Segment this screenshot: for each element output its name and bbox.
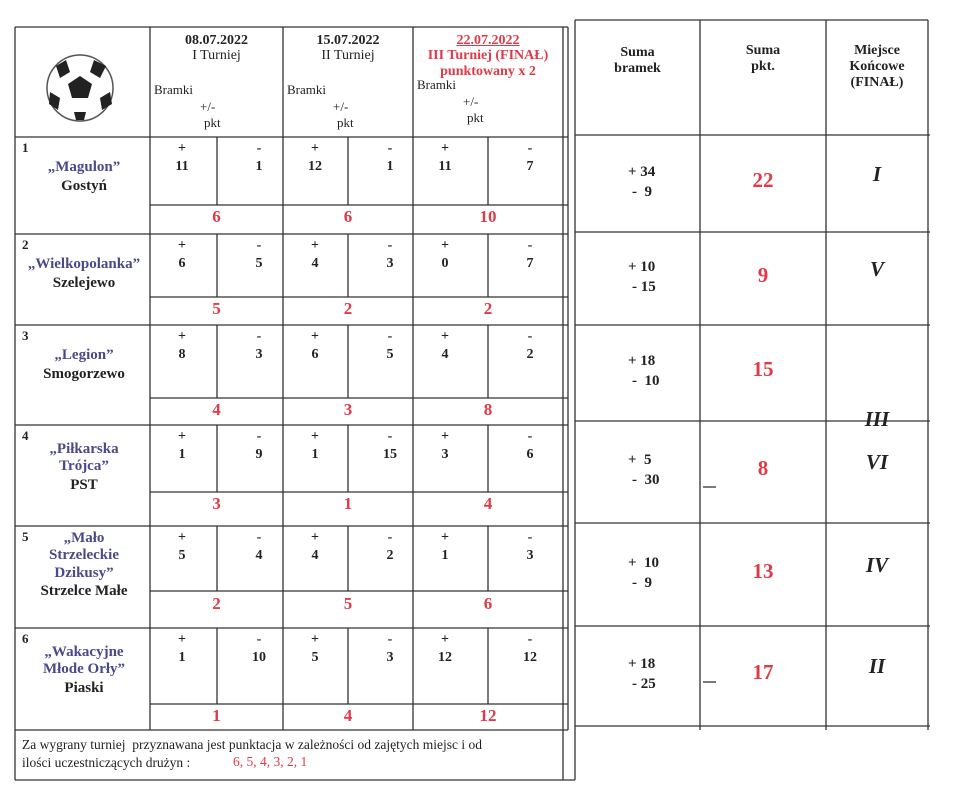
goals-conceded: 10: [252, 650, 266, 665]
sum-goals-minus: - 9: [632, 183, 652, 200]
minus-sign: -: [387, 632, 393, 647]
sum-goals-plus: + 10: [628, 554, 660, 571]
tournament-points: 10: [479, 207, 497, 226]
tournament-points: 6: [343, 207, 353, 226]
total-points: 9: [757, 262, 769, 287]
goals-scored: 11: [438, 159, 452, 174]
minus-sign: -: [256, 141, 262, 156]
tournament-points: 4: [483, 494, 493, 513]
goals-conceded: 9: [255, 447, 263, 462]
team-town: Szelejewo: [52, 275, 116, 291]
final-place: V: [869, 256, 884, 281]
team-town: Piaski: [64, 680, 104, 696]
tournament-date: 15.07.2022: [316, 33, 380, 48]
goals-conceded: 7: [526, 256, 534, 271]
pkt-label: pkt: [467, 110, 484, 125]
sum-goals-minus: - 25: [632, 676, 656, 692]
bramki-label: Bramki: [154, 82, 193, 97]
plusminus-label: +/-: [200, 99, 216, 114]
pkt-label: pkt: [204, 115, 221, 130]
team-town: Strzelce Małe: [40, 583, 128, 599]
tournament-name: III Turniej (FINAŁ): [427, 48, 549, 63]
minus-sign: -: [256, 429, 262, 444]
final-place: VI: [865, 450, 889, 474]
goals-conceded: 12: [523, 650, 537, 665]
final-place: IV: [865, 552, 889, 577]
total-points: 22: [752, 167, 774, 192]
minus-sign: -: [387, 429, 393, 444]
sum-goals-minus: - 10: [632, 373, 660, 389]
team-number: 3: [22, 328, 29, 343]
goals-scored: 1: [441, 548, 449, 563]
team-number: 4: [22, 428, 29, 443]
plus-sign: +: [441, 632, 449, 647]
minus-sign: -: [527, 429, 533, 444]
plus-sign: +: [311, 530, 319, 545]
tournament-points: 2: [343, 299, 353, 318]
goals-conceded: 5: [386, 347, 394, 362]
minus-sign: -: [256, 329, 262, 344]
tournament-points: 3: [343, 400, 353, 419]
plus-sign: +: [441, 429, 449, 444]
goals-scored: 1: [178, 447, 186, 462]
tournament-points: 2: [483, 299, 493, 318]
goals-scored: 12: [438, 650, 452, 665]
sum-goals-minus: - 15: [632, 278, 656, 295]
team-number: 6: [22, 631, 29, 646]
plusminus-label: +/-: [333, 99, 349, 114]
tournament-name: II Turniej: [321, 48, 375, 63]
minus-sign: -: [387, 329, 393, 344]
minus-sign: -: [387, 238, 393, 253]
tournament-points: 6: [483, 594, 493, 613]
goals-conceded: 6: [526, 447, 534, 462]
goals-scored: 4: [441, 347, 449, 362]
tournament-points: 4: [212, 400, 221, 419]
bramki-label: Bramki: [417, 77, 456, 92]
goals-scored: 12: [308, 159, 322, 174]
goals-scored: 0: [441, 256, 449, 271]
goals-scored: 8: [178, 347, 186, 362]
plus-sign: +: [178, 530, 186, 545]
sum-goals-plus: + 5: [628, 452, 652, 468]
tournament-points: 6: [212, 207, 221, 226]
tournament-points: 1: [212, 706, 221, 725]
plus-sign: +: [311, 141, 319, 156]
team-town: Gostyń: [61, 178, 107, 194]
team-town: Smogorzewo: [43, 366, 125, 382]
sum-goals-plus: + 18: [628, 656, 656, 672]
goals-conceded: 2: [526, 347, 534, 362]
team-name: „Wakacyjne Młode Orły”: [42, 644, 126, 678]
team-name: „Magulon”: [47, 159, 121, 175]
goals-conceded: 3: [255, 347, 263, 362]
team-name: „Wielkopolanka”: [27, 256, 141, 272]
tournament-date: 22.07.2022: [456, 33, 520, 48]
plusminus-label: +/-: [463, 94, 479, 109]
minus-sign: -: [256, 238, 262, 253]
plus-sign: +: [311, 329, 319, 344]
plus-sign: +: [311, 238, 319, 253]
goals-conceded: 3: [386, 256, 394, 271]
miejsce-header: Miejsce Końcowe (FINAŁ): [849, 43, 905, 91]
goals-conceded: 1: [386, 159, 394, 174]
bramki-label: Bramki: [287, 82, 326, 97]
scoring-note: Za wygrany turniej przyznawana jest punktacja w zależności od zajętych miejsc i od ilości uczestniczących drużyn :: [22, 737, 482, 770]
tournament-points: 3: [212, 494, 221, 513]
tournament-points: 5: [212, 299, 221, 318]
total-points: 17: [752, 660, 774, 684]
pkt-label: pkt: [337, 115, 354, 130]
minus-sign: -: [527, 329, 533, 344]
tournament-points: 12: [479, 706, 497, 725]
goals-scored: 11: [175, 159, 189, 174]
minus-sign: -: [256, 632, 262, 647]
total-points: 8: [757, 456, 769, 480]
plus-sign: +: [311, 632, 319, 647]
minus-sign: -: [387, 530, 393, 545]
tournament-points: 2: [212, 594, 221, 613]
final-place: I: [872, 161, 882, 186]
sum-goals-plus: + 34: [628, 163, 656, 180]
minus-sign: -: [527, 238, 533, 253]
team-town: PST: [70, 477, 98, 493]
suma-bramek-header: Suma bramek: [614, 45, 661, 77]
team-number: 2: [22, 237, 29, 252]
plus-sign: +: [311, 429, 319, 444]
plus-sign: +: [178, 238, 186, 253]
soccer-ball-icon: [47, 55, 113, 121]
team-name: „Mało Strzeleckie Dzikusy”: [49, 530, 119, 581]
goals-scored: 4: [311, 548, 319, 563]
goals-scored: 6: [311, 347, 319, 362]
team-number: 1: [22, 140, 29, 155]
tournament-note: punktowany x 2: [440, 64, 536, 79]
total-points: 13: [752, 558, 774, 583]
plus-sign: +: [441, 530, 449, 545]
tournament-points: 5: [343, 594, 353, 613]
minus-sign: -: [527, 141, 533, 156]
tournament-points: 4: [343, 706, 353, 725]
minus-sign: -: [387, 141, 393, 156]
plus-sign: +: [441, 238, 449, 253]
goals-conceded: 5: [255, 256, 263, 271]
goals-scored: 6: [178, 256, 186, 271]
tournament-points: 1: [343, 494, 353, 513]
tournament-name: I Turniej: [192, 48, 241, 63]
goals-conceded: 15: [383, 447, 397, 462]
goals-conceded: 2: [386, 548, 394, 563]
goals-scored: 1: [178, 650, 186, 665]
goals-conceded: 4: [255, 548, 263, 563]
plus-sign: +: [441, 141, 449, 156]
minus-sign: -: [256, 530, 262, 545]
sum-goals-minus: - 30: [632, 472, 660, 488]
scoring-values: 6, 5, 4, 3, 2, 1: [233, 754, 308, 769]
sum-goals-plus: + 10: [628, 258, 656, 275]
goals-conceded: 7: [526, 159, 534, 174]
goals-conceded: 1: [255, 159, 263, 174]
plus-sign: +: [178, 329, 186, 344]
suma-pkt-header: Suma pkt.: [745, 43, 781, 75]
plus-sign: +: [178, 632, 186, 647]
goals-scored: 4: [311, 256, 319, 271]
goals-scored: 1: [311, 447, 319, 462]
plus-sign: +: [178, 429, 186, 444]
minus-sign: -: [527, 530, 533, 545]
tournament-date: 08.07.2022: [185, 33, 248, 48]
goals-scored: 3: [441, 447, 449, 462]
minus-sign: -: [527, 632, 533, 647]
total-points: 15: [752, 357, 774, 381]
goals-scored: 5: [311, 650, 319, 665]
sum-goals-plus: + 18: [628, 353, 656, 369]
goals-conceded: 3: [526, 548, 534, 563]
final-place: III: [864, 407, 890, 431]
team-name: „Piłkarska Trójca”: [49, 441, 119, 475]
goals-conceded: 3: [386, 650, 394, 665]
team-name: „Legion”: [54, 347, 114, 363]
plus-sign: +: [178, 141, 186, 156]
plus-sign: +: [441, 329, 449, 344]
sum-goals-minus: - 9: [632, 574, 652, 591]
goals-scored: 5: [178, 548, 186, 563]
tournament-points: 8: [483, 400, 493, 419]
final-place: II: [868, 654, 886, 678]
team-number: 5: [22, 529, 29, 544]
